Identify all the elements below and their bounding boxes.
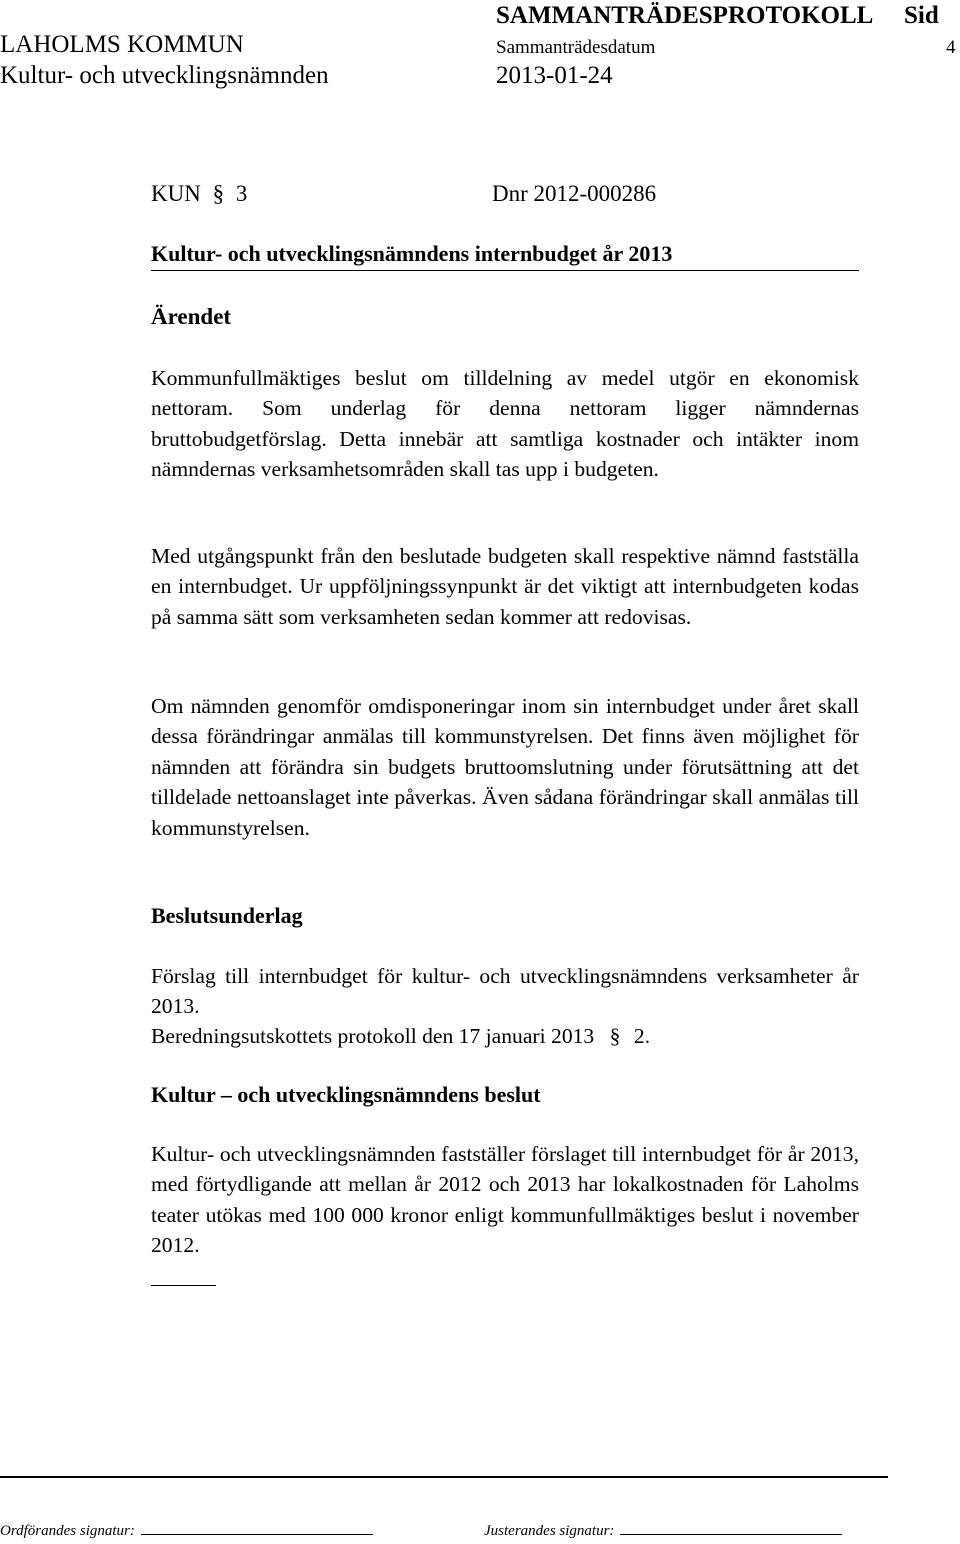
paragraph-sign: § bbox=[212, 181, 225, 206]
page-number: 4 bbox=[946, 37, 956, 58]
arendet-heading: Ärendet bbox=[151, 304, 232, 329]
adjuster-signature-label: Justerandes signatur: bbox=[484, 1523, 615, 1539]
chair-signature-label: Ordförandes signatur: bbox=[0, 1523, 135, 1539]
beslutsunderlag-item-2-text: Beredningsutskottets protokoll den 17 januari 2013 bbox=[151, 1024, 595, 1048]
arendet-paragraph-2: Med utgångspunkt från den beslutade budgeten skall respektive nämnd fastställa en internbudget. Ur uppföljningssynpunkt är det viktigt att internbudgeten kodas på samma sätt som verksamheten sedan kommer att redovisas. bbox=[151, 544, 859, 629]
title-underline bbox=[151, 270, 859, 271]
arendet-paragraph-1: Kommunfullmäktiges beslut om tilldelning av medel utgör en ekonomisk nettoram. Som underlag för denna nettoram ligger nämndernas bruttobudgetförslag. Detta innebär att samtliga kostnader och intäkter inom nämndernas verksamhetsområden skall tas upp i budgeten. bbox=[151, 366, 859, 482]
sid-label: Sid bbox=[904, 2, 939, 29]
adjuster-signature-line bbox=[620, 1534, 842, 1535]
beslutsunderlag-item-2 bbox=[151, 1021, 650, 1051]
kun-number: 3 bbox=[235, 181, 248, 206]
chair-signature bbox=[0, 1523, 373, 1540]
meeting-date: 2013-01-24 bbox=[496, 62, 613, 89]
kun-label: KUN bbox=[151, 181, 201, 206]
end-rule bbox=[151, 1285, 216, 1286]
beslutsunderlag-item-2-number: 2. bbox=[633, 1024, 651, 1048]
footer-rule bbox=[0, 1476, 888, 1478]
municipality-name: LAHOLMS KOMMUN bbox=[0, 31, 244, 58]
beslut-heading: Kultur – och utvecklingsnämndens beslut bbox=[151, 1082, 541, 1107]
arendet-paragraph-3: Om nämnden genomför omdisponeringar inom sin internbudget under året skall dessa förändringar anmälas till kommunstyrelsen. Det finns även möjlighet för nämnden att förändra sin budgets bruttoomslutning under förutsättning att det tilldelade nettoanslaget inte påverkas. Även sådana förändringar skall anmälas till kommunstyrelsen. bbox=[151, 694, 859, 840]
chair-signature-line bbox=[141, 1534, 373, 1535]
beslutsunderlag-item-2-sign: § bbox=[609, 1024, 621, 1048]
case-reference bbox=[151, 181, 247, 207]
diary-number: Dnr 2012-000286 bbox=[492, 181, 657, 206]
beslutsunderlag-heading: Beslutsunderlag bbox=[151, 903, 303, 928]
case-title: Kultur- och utvecklingsnämndens internbudget år 2013 bbox=[151, 241, 673, 266]
meeting-date-label: Sammanträdesdatum bbox=[496, 37, 656, 58]
beslutsunderlag-item-1: Förslag till internbudget för kultur- och utvecklingsnämndens verksamheter år 2013. bbox=[151, 964, 859, 1019]
adjuster-signature bbox=[484, 1523, 842, 1540]
committee-name: Kultur- och utvecklingsnämnden bbox=[0, 62, 329, 89]
protocol-title: SAMMANTRÄDESPROTOKOLL bbox=[496, 2, 874, 29]
beslut-paragraph: Kultur- och utvecklingsnämnden fastställer förslaget till internbudget för år 2013, med förtydligande att mellan år 2012 och 2013 har lokalkostnaden för Laholms teater utökas med 100 000 kronor enligt kommunfullmäktiges beslut i november 2012. bbox=[151, 1142, 859, 1258]
